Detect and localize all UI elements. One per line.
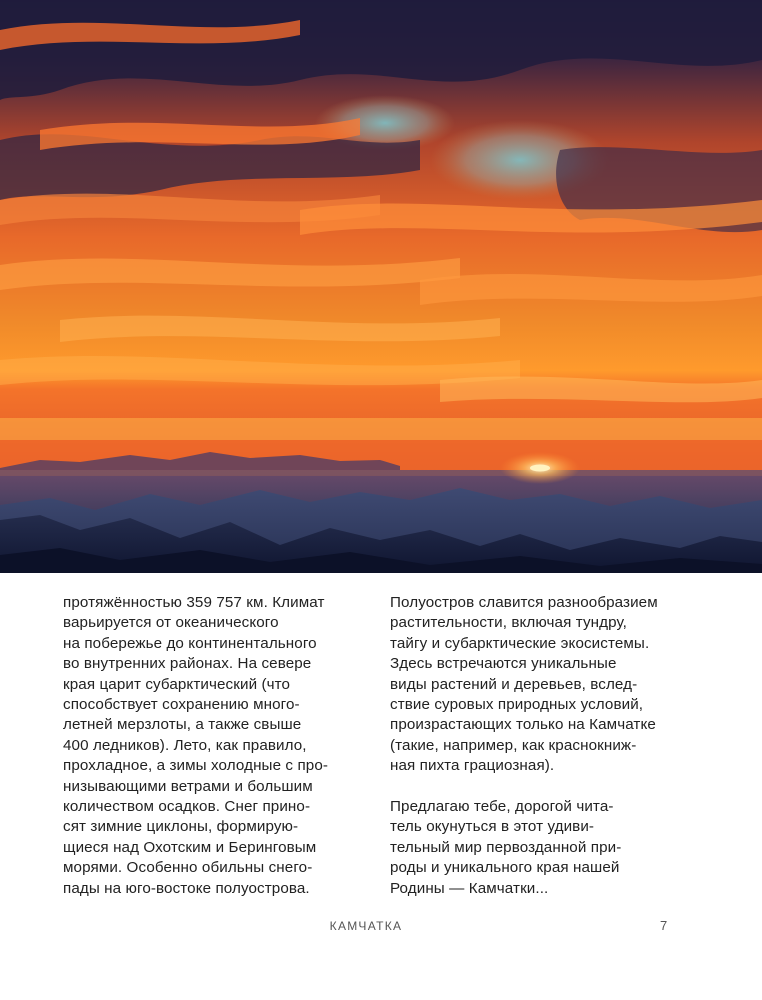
text-line: 400 ледников). Лето, как правило,	[63, 736, 307, 754]
left-text-column	[63, 593, 353, 899]
text-line: способствует сохранению много-	[63, 696, 300, 714]
paragraph-invitation	[390, 797, 690, 899]
text-line: протяжённостью 359 757 км. Климат	[63, 594, 325, 611]
text-line: края царит субарктический (что	[63, 675, 291, 693]
page-number: 7	[660, 918, 668, 933]
text-line: варьируется от океанического	[63, 614, 279, 632]
text-line: Родины — Камчатки...	[390, 879, 549, 897]
text-line: во внутренних районах. На севере	[63, 655, 312, 673]
text-line: пады на юго-востоке полуострова.	[63, 879, 310, 897]
paragraph-spacer	[390, 777, 690, 797]
text-line: Предлагаю тебе, дорогой чита-	[390, 798, 614, 816]
paragraph-vegetation	[390, 593, 690, 777]
text-line: ная пихта грациозная).	[390, 757, 555, 775]
text-line: растительности, включая тундру,	[390, 614, 627, 632]
text-line: (такие, например, как краснокниж-	[390, 736, 637, 754]
running-footer-title: КАМЧАТКА	[329, 919, 403, 933]
text-line: Полуостров славится разнообразием	[390, 594, 658, 611]
text-line: сят зимние циклоны, формирую-	[63, 818, 299, 836]
text-line: виды растений и деревьев, вслед-	[390, 675, 638, 693]
text-line: произрастающих только на Камчатке	[390, 716, 656, 734]
text-line: щиеся над Охотским и Беринговым	[63, 838, 317, 856]
text-line: тельный мир первозданной при-	[390, 838, 622, 856]
text-line: прохладное, а зимы холодные с про-	[63, 757, 329, 775]
text-line: тайгу и субарктические экосистемы.	[390, 634, 650, 652]
text-line: тель окунуться в этот удиви-	[390, 818, 595, 836]
right-text-column	[390, 593, 690, 899]
text-line: ствие суровых природных условий,	[390, 696, 644, 714]
text-line: роды и уникального края нашей	[390, 859, 620, 877]
text-line: морями. Особенно обильны снего-	[63, 859, 313, 877]
text-line: на побережье до континентального	[63, 634, 317, 652]
text-line: Здесь встречаются уникальные	[390, 655, 617, 673]
text-line: количеством осадков. Снег прино-	[63, 798, 311, 816]
text-line: летней мерзлоты, а также свыше	[63, 716, 302, 734]
text-line: низывающими ветрами и большим	[63, 777, 313, 795]
